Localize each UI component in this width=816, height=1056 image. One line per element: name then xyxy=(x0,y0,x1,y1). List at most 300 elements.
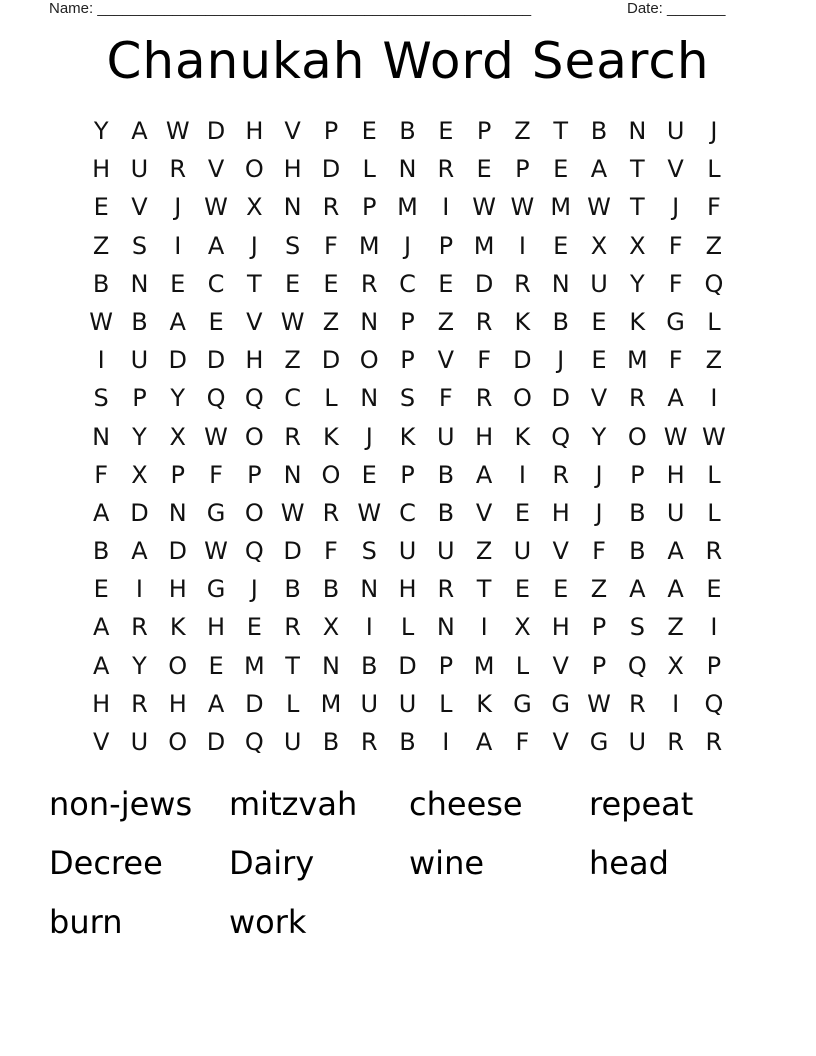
grid-cell[interactable]: V xyxy=(667,155,684,184)
grid-cell[interactable]: T xyxy=(247,269,262,298)
grid-cell[interactable]: N xyxy=(168,498,187,527)
grid-cell[interactable]: F xyxy=(324,231,338,260)
grid-cell[interactable]: L xyxy=(285,689,300,718)
grid-cell[interactable]: M xyxy=(397,193,418,222)
grid-cell[interactable]: E xyxy=(476,155,492,184)
grid-cell[interactable]: F xyxy=(477,346,492,375)
grid-cell[interactable]: V xyxy=(552,651,569,680)
grid-cell[interactable]: S xyxy=(629,613,645,642)
grid-cell[interactable]: A xyxy=(590,155,608,184)
date-field[interactable]: Date: _______ xyxy=(627,0,726,17)
grid-cell[interactable]: O xyxy=(512,384,532,413)
grid-cell[interactable]: Z xyxy=(437,307,455,336)
grid-cell[interactable]: S xyxy=(361,537,377,566)
grid-cell[interactable]: R xyxy=(475,307,493,336)
grid-cell[interactable]: Z xyxy=(284,346,301,375)
grid-cell[interactable]: H xyxy=(475,422,494,451)
grid-cell[interactable]: H xyxy=(245,117,264,145)
grid-cell[interactable]: T xyxy=(553,117,569,145)
grid-cell[interactable]: R xyxy=(437,155,455,184)
grid-cell[interactable]: Q xyxy=(244,537,264,566)
grid-cell[interactable]: W xyxy=(204,422,228,451)
grid-cell[interactable]: E xyxy=(553,231,569,260)
grid-cell[interactable]: Z xyxy=(514,117,531,145)
grid-cell[interactable]: J xyxy=(595,498,603,527)
grid-cell[interactable]: W xyxy=(663,422,688,451)
grid-cell[interactable]: R xyxy=(284,613,301,642)
grid-cell[interactable]: U xyxy=(666,498,685,527)
grid-cell[interactable]: U xyxy=(590,269,608,298)
grid-cell[interactable]: B xyxy=(629,498,646,527)
letter-grid xyxy=(82,112,733,761)
grid-cell[interactable]: W xyxy=(587,193,611,222)
grid-cell[interactable]: Y xyxy=(132,422,147,451)
grid-cell[interactable]: B xyxy=(322,575,340,604)
grid-cell[interactable]: V xyxy=(131,193,148,222)
grid-cell[interactable]: U xyxy=(628,728,647,756)
grid-cell[interactable]: V xyxy=(552,537,569,566)
grid-cell[interactable]: E xyxy=(591,346,607,375)
grid-cell[interactable]: W xyxy=(472,193,496,222)
grid-cell[interactable]: A xyxy=(475,728,493,756)
grid-cell[interactable]: J xyxy=(403,231,412,260)
grid-cell[interactable]: O xyxy=(627,422,647,451)
grid-cell[interactable]: V xyxy=(284,117,301,145)
grid-cell[interactable]: H xyxy=(283,155,302,184)
grid-cell[interactable]: W xyxy=(510,193,535,222)
grid-cell[interactable]: R xyxy=(705,537,723,566)
grid-cell[interactable]: T xyxy=(629,155,645,184)
grid-cell[interactable]: N xyxy=(551,269,570,298)
grid-cell[interactable]: A xyxy=(667,537,684,566)
grid-cell[interactable]: E xyxy=(706,575,722,604)
grid-cell[interactable]: F xyxy=(706,193,721,222)
grid-cell[interactable]: W xyxy=(357,498,382,527)
grid-cell[interactable]: Z xyxy=(590,575,608,604)
grid-cell[interactable]: S xyxy=(285,231,301,260)
grid-cell[interactable]: M xyxy=(243,651,265,680)
grid-cell[interactable]: I xyxy=(480,613,488,642)
grid-cell[interactable]: J xyxy=(250,231,258,260)
grid-cell[interactable]: E xyxy=(208,651,224,680)
grid-cell[interactable]: A xyxy=(207,689,225,718)
grid-cell[interactable]: M xyxy=(473,231,495,260)
grid-cell[interactable]: T xyxy=(476,575,492,604)
grid-cell[interactable]: Z xyxy=(705,231,723,260)
grid-cell[interactable]: N xyxy=(283,193,302,222)
grid-cell[interactable]: A xyxy=(207,231,225,260)
grid-cell[interactable]: D xyxy=(283,537,302,566)
grid-cell[interactable]: R xyxy=(284,422,301,451)
word-list-item: repeat xyxy=(589,785,694,823)
grid-cell[interactable]: V xyxy=(92,728,110,756)
grid-cell[interactable]: H xyxy=(92,689,111,718)
grid-cell[interactable]: Q xyxy=(551,422,571,451)
grid-cell[interactable]: J xyxy=(174,193,182,222)
grid-cell[interactable]: N xyxy=(92,422,111,451)
word-list xyxy=(49,782,769,959)
grid-cell[interactable]: P xyxy=(400,307,415,336)
grid-cell[interactable]: U xyxy=(130,728,149,756)
grid-cell[interactable]: U xyxy=(130,346,149,375)
grid-cell[interactable]: J xyxy=(250,575,258,604)
grid-cell[interactable]: F xyxy=(668,269,683,298)
grid-cell[interactable]: U xyxy=(666,117,685,145)
grid-cell[interactable]: G xyxy=(666,307,685,336)
grid-cell[interactable]: L xyxy=(400,613,415,642)
grid-cell[interactable]: K xyxy=(629,307,646,336)
grid-cell[interactable]: V xyxy=(437,346,455,375)
grid-cell[interactable]: D xyxy=(321,155,341,184)
grid-cell[interactable]: B xyxy=(590,117,608,145)
grid-cell[interactable]: P xyxy=(591,651,607,680)
grid-cell[interactable]: H xyxy=(551,613,570,642)
grid-cell[interactable]: M xyxy=(358,231,380,260)
word-list-item: non-jews xyxy=(49,785,193,823)
grid-cell[interactable]: E xyxy=(170,269,186,298)
grid-cell[interactable]: H xyxy=(168,575,187,604)
grid-cell[interactable]: Y xyxy=(591,422,607,451)
grid-cell[interactable]: A xyxy=(92,613,110,642)
grid-cell[interactable]: T xyxy=(629,193,645,222)
grid-cell[interactable]: Y xyxy=(132,651,147,680)
grid-cell[interactable]: L xyxy=(707,307,721,336)
grid-cell[interactable]: F xyxy=(94,460,109,489)
grid-cell[interactable]: P xyxy=(630,460,645,489)
grid-cell[interactable]: R xyxy=(667,728,684,756)
grid-cell[interactable]: U xyxy=(437,422,455,451)
grid-cell[interactable]: W xyxy=(165,117,190,145)
grid-cell[interactable]: I xyxy=(174,231,182,260)
grid-cell[interactable]: M xyxy=(550,193,572,222)
grid-cell[interactable]: H xyxy=(398,575,417,604)
grid-cell[interactable]: F xyxy=(438,384,453,413)
grid-cell[interactable]: R xyxy=(628,689,646,718)
grid-cell[interactable]: E xyxy=(93,575,109,604)
grid-cell[interactable]: U xyxy=(130,155,149,184)
grid-cell[interactable]: B xyxy=(629,537,646,566)
grid-cell[interactable]: A xyxy=(92,498,110,527)
grid-cell[interactable]: J xyxy=(557,346,565,375)
grid-cell[interactable]: N xyxy=(360,307,379,336)
grid-cell[interactable]: E xyxy=(361,460,377,489)
grid-cell[interactable]: P xyxy=(361,193,377,222)
grid-cell[interactable]: W xyxy=(89,307,114,336)
grid-cell[interactable]: P xyxy=(476,117,492,145)
grid-cell[interactable]: F xyxy=(515,728,530,756)
grid-cell[interactable]: U xyxy=(398,537,417,566)
grid-cell[interactable]: M xyxy=(320,689,342,718)
grid-cell[interactable]: P xyxy=(170,460,185,489)
grid-cell[interactable]: D xyxy=(206,728,226,756)
grid-cell[interactable]: P xyxy=(400,460,415,489)
grid-cell[interactable]: D xyxy=(206,117,226,145)
grid-cell[interactable]: U xyxy=(360,689,379,718)
grid-cell[interactable]: C xyxy=(284,384,302,413)
grid-cell[interactable]: H xyxy=(666,460,685,489)
grid-cell[interactable]: D xyxy=(551,384,570,413)
grid-cell[interactable]: W xyxy=(280,307,305,336)
grid-cell[interactable]: W xyxy=(280,498,305,527)
grid-cell[interactable]: J xyxy=(710,117,718,145)
grid-cell[interactable]: I xyxy=(672,689,680,718)
grid-cell[interactable]: B xyxy=(92,269,110,298)
grid-cell[interactable]: S xyxy=(399,384,416,413)
grid-cell[interactable]: O xyxy=(244,422,264,451)
grid-cell[interactable]: R xyxy=(475,384,493,413)
grid-cell[interactable]: B xyxy=(131,307,148,336)
grid-cell[interactable]: P xyxy=(438,651,454,680)
grid-cell[interactable]: R xyxy=(552,460,570,489)
grid-cell[interactable]: D xyxy=(398,651,417,680)
grid-cell[interactable]: B xyxy=(92,537,110,566)
grid-cell[interactable]: Q xyxy=(704,689,724,718)
grid-cell[interactable]: L xyxy=(707,155,721,184)
grid-cell[interactable]: O xyxy=(168,651,188,680)
grid-cell[interactable]: R xyxy=(705,728,723,756)
grid-cell[interactable]: A xyxy=(667,384,684,413)
grid-cell[interactable]: A xyxy=(131,117,148,145)
grid-cell[interactable]: B xyxy=(437,498,455,527)
grid-cell[interactable]: N xyxy=(360,384,379,413)
grid-cell[interactable]: R xyxy=(322,498,340,527)
grid-cell[interactable]: E xyxy=(514,575,530,604)
grid-cell[interactable]: P xyxy=(706,651,722,680)
grid-cell[interactable]: V xyxy=(246,307,263,336)
word-list-item: Dairy xyxy=(229,844,315,882)
grid-cell[interactable]: V xyxy=(207,155,225,184)
grid-cell[interactable]: A xyxy=(169,307,186,336)
grid-cell[interactable]: R xyxy=(360,728,378,756)
grid-cell[interactable]: M xyxy=(626,346,648,375)
grid-cell[interactable]: I xyxy=(518,231,526,260)
grid-cell[interactable]: Q xyxy=(244,728,264,756)
grid-cell[interactable]: E xyxy=(514,498,530,527)
grid-cell[interactable]: R xyxy=(437,575,455,604)
grid-cell[interactable]: X xyxy=(667,651,684,680)
grid-cell[interactable]: F xyxy=(592,537,606,566)
grid-cell[interactable]: E xyxy=(93,193,109,222)
grid-cell[interactable]: E xyxy=(285,269,301,298)
grid-cell[interactable]: R xyxy=(628,384,646,413)
grid-cell[interactable]: A xyxy=(131,537,148,566)
grid-cell[interactable]: U xyxy=(398,689,417,718)
grid-cell[interactable]: B xyxy=(322,728,340,756)
name-field[interactable]: Name: ____________________________________________________ xyxy=(49,0,532,17)
grid-cell[interactable]: F xyxy=(668,231,683,260)
grid-cell[interactable]: A xyxy=(475,460,493,489)
grid-cell[interactable]: O xyxy=(244,498,264,527)
grid-cell[interactable]: E xyxy=(553,155,569,184)
grid-cell[interactable]: Q xyxy=(206,384,226,413)
grid-cell[interactable]: N xyxy=(436,613,455,642)
grid-cell[interactable]: M xyxy=(473,651,495,680)
grid-cell[interactable]: Q xyxy=(627,651,647,680)
grid-cell[interactable]: Y xyxy=(93,117,109,145)
grid-cell[interactable]: A xyxy=(667,575,684,604)
grid-cell[interactable]: K xyxy=(476,689,492,718)
grid-cell[interactable]: I xyxy=(518,460,526,489)
grid-cell[interactable]: K xyxy=(514,422,531,451)
grid-cell[interactable]: H xyxy=(207,613,226,642)
grid-cell[interactable]: X xyxy=(246,193,263,222)
grid-cell[interactable]: X xyxy=(629,231,646,260)
grid-cell[interactable]: D xyxy=(206,346,226,375)
grid-cell[interactable]: Z xyxy=(322,307,340,336)
grid-cell[interactable]: P xyxy=(400,346,415,375)
grid-cell[interactable]: P xyxy=(438,231,454,260)
grid-cell[interactable]: C xyxy=(399,498,416,527)
grid-cell[interactable]: X xyxy=(590,231,608,260)
grid-cell[interactable]: G xyxy=(551,689,571,718)
grid-cell[interactable]: F xyxy=(209,460,223,489)
grid-cell[interactable]: R xyxy=(514,269,531,298)
grid-cell[interactable]: C xyxy=(399,269,416,298)
grid-cell[interactable]: I xyxy=(365,613,373,642)
grid-cell[interactable]: R xyxy=(169,155,187,184)
grid-cell[interactable]: L xyxy=(439,689,453,718)
grid-cell[interactable]: J xyxy=(595,460,603,489)
grid-cell[interactable]: G xyxy=(206,575,226,604)
grid-cell[interactable]: D xyxy=(130,498,149,527)
grid-cell[interactable]: I xyxy=(710,384,718,413)
grid-cell[interactable]: U xyxy=(283,728,302,756)
grid-cell[interactable]: J xyxy=(365,422,373,451)
grid-cell[interactable]: O xyxy=(168,728,188,756)
grid-cell[interactable]: G xyxy=(513,689,532,718)
grid-cell[interactable]: K xyxy=(169,613,186,642)
grid-cell[interactable]: L xyxy=(707,498,721,527)
grid-cell[interactable]: I xyxy=(442,193,450,222)
grid-cell[interactable]: N xyxy=(321,651,340,680)
grid-cell[interactable]: P xyxy=(515,155,530,184)
grid-cell[interactable]: F xyxy=(668,346,683,375)
grid-cell[interactable]: H xyxy=(245,346,264,375)
grid-cell[interactable]: X xyxy=(169,422,186,451)
grid-cell[interactable]: V xyxy=(552,728,569,756)
grid-cell[interactable]: P xyxy=(132,384,147,413)
grid-cell[interactable]: Z xyxy=(475,537,493,566)
grid-cell[interactable]: V xyxy=(590,384,608,413)
grid-cell[interactable]: S xyxy=(93,384,109,413)
grid-cell[interactable]: Q xyxy=(244,384,264,413)
grid-cell[interactable]: D xyxy=(513,346,532,375)
grid-cell[interactable]: N xyxy=(283,460,302,489)
grid-cell[interactable]: H xyxy=(551,498,570,527)
grid-cell[interactable]: N xyxy=(628,117,647,145)
grid-cell[interactable]: F xyxy=(324,537,338,566)
word-list-item: mitzvah xyxy=(229,785,358,823)
grid-cell[interactable]: T xyxy=(285,651,300,680)
grid-cell[interactable]: X xyxy=(322,613,340,642)
grid-cell[interactable]: E xyxy=(553,575,569,604)
grid-cell[interactable]: E xyxy=(438,117,454,145)
grid-cell[interactable]: D xyxy=(245,689,264,718)
grid-cell[interactable]: Q xyxy=(704,269,724,298)
grid-cell[interactable]: W xyxy=(587,689,611,718)
grid-cell[interactable]: Y xyxy=(629,269,645,298)
grid-cell[interactable]: E xyxy=(208,307,224,336)
grid-cell[interactable]: X xyxy=(514,613,531,642)
grid-cell[interactable]: W xyxy=(204,537,228,566)
grid-cell[interactable]: O xyxy=(244,155,264,184)
word-list-item: wine xyxy=(409,844,485,882)
word-list-item: work xyxy=(229,903,307,941)
grid-cell[interactable]: G xyxy=(206,498,226,527)
grid-cell[interactable]: K xyxy=(399,422,416,451)
grid-cell[interactable]: H xyxy=(92,155,111,184)
grid-cell[interactable]: W xyxy=(702,422,726,451)
grid-cell[interactable]: D xyxy=(321,346,341,375)
grid-cell[interactable]: S xyxy=(131,231,148,260)
grid-cell[interactable]: N xyxy=(130,269,149,298)
grid-cell[interactable]: B xyxy=(437,460,455,489)
grid-cell[interactable]: P xyxy=(591,613,607,642)
grid-cell[interactable]: B xyxy=(399,728,416,756)
grid-cell[interactable]: N xyxy=(398,155,417,184)
grid-cell[interactable]: C xyxy=(207,269,225,298)
grid-cell[interactable]: I xyxy=(442,728,450,756)
grid-cell[interactable]: H xyxy=(168,689,187,718)
grid-cell[interactable]: B xyxy=(552,307,569,336)
grid-cell[interactable]: A xyxy=(92,651,110,680)
grid-cell[interactable]: G xyxy=(589,728,609,756)
grid-cell[interactable]: L xyxy=(707,460,721,489)
grid-cell[interactable]: I xyxy=(97,346,105,375)
grid-cell[interactable]: P xyxy=(323,117,339,145)
grid-cell[interactable]: E xyxy=(246,613,262,642)
grid-cell[interactable]: Y xyxy=(170,384,186,413)
grid-cell[interactable]: O xyxy=(321,460,341,489)
grid-cell[interactable]: J xyxy=(672,193,680,222)
grid-cell[interactable]: L xyxy=(515,651,530,680)
grid-cell[interactable]: Z xyxy=(92,231,110,260)
grid-cell[interactable]: B xyxy=(284,575,301,604)
grid-cell[interactable]: U xyxy=(437,537,455,566)
grid-cell[interactable]: E xyxy=(323,269,339,298)
grid-cell[interactable]: R xyxy=(131,613,148,642)
grid-cell[interactable]: Z xyxy=(667,613,684,642)
grid-cell[interactable]: E xyxy=(438,269,454,298)
grid-cell[interactable]: L xyxy=(362,155,376,184)
grid-cell[interactable]: B xyxy=(399,117,416,145)
grid-cell[interactable]: R xyxy=(360,269,378,298)
grid-cell[interactable]: D xyxy=(474,269,494,298)
grid-cell[interactable]: B xyxy=(360,651,378,680)
grid-cell[interactable]: D xyxy=(168,537,187,566)
grid-cell[interactable]: X xyxy=(131,460,148,489)
grid-cell[interactable]: O xyxy=(359,346,379,375)
grid-cell[interactable]: V xyxy=(475,498,493,527)
grid-cell[interactable]: K xyxy=(323,422,339,451)
grid-cell[interactable]: D xyxy=(168,346,187,375)
grid-cell[interactable]: R xyxy=(131,689,148,718)
grid-cell[interactable]: A xyxy=(629,575,646,604)
grid-cell[interactable]: E xyxy=(361,117,377,145)
grid-cell[interactable]: N xyxy=(360,575,379,604)
grid-cell[interactable]: L xyxy=(324,384,338,413)
grid-cell[interactable]: E xyxy=(591,307,607,336)
grid-cell[interactable]: I xyxy=(710,613,718,642)
grid-cell[interactable]: Z xyxy=(705,346,723,375)
grid-cell[interactable]: K xyxy=(514,307,531,336)
grid-cell[interactable]: R xyxy=(322,193,340,222)
grid-cell[interactable]: W xyxy=(204,193,228,222)
grid-cell[interactable]: U xyxy=(513,537,532,566)
word-list-item: burn xyxy=(49,903,123,941)
grid-cell[interactable]: P xyxy=(247,460,262,489)
grid-cell[interactable]: I xyxy=(135,575,143,604)
